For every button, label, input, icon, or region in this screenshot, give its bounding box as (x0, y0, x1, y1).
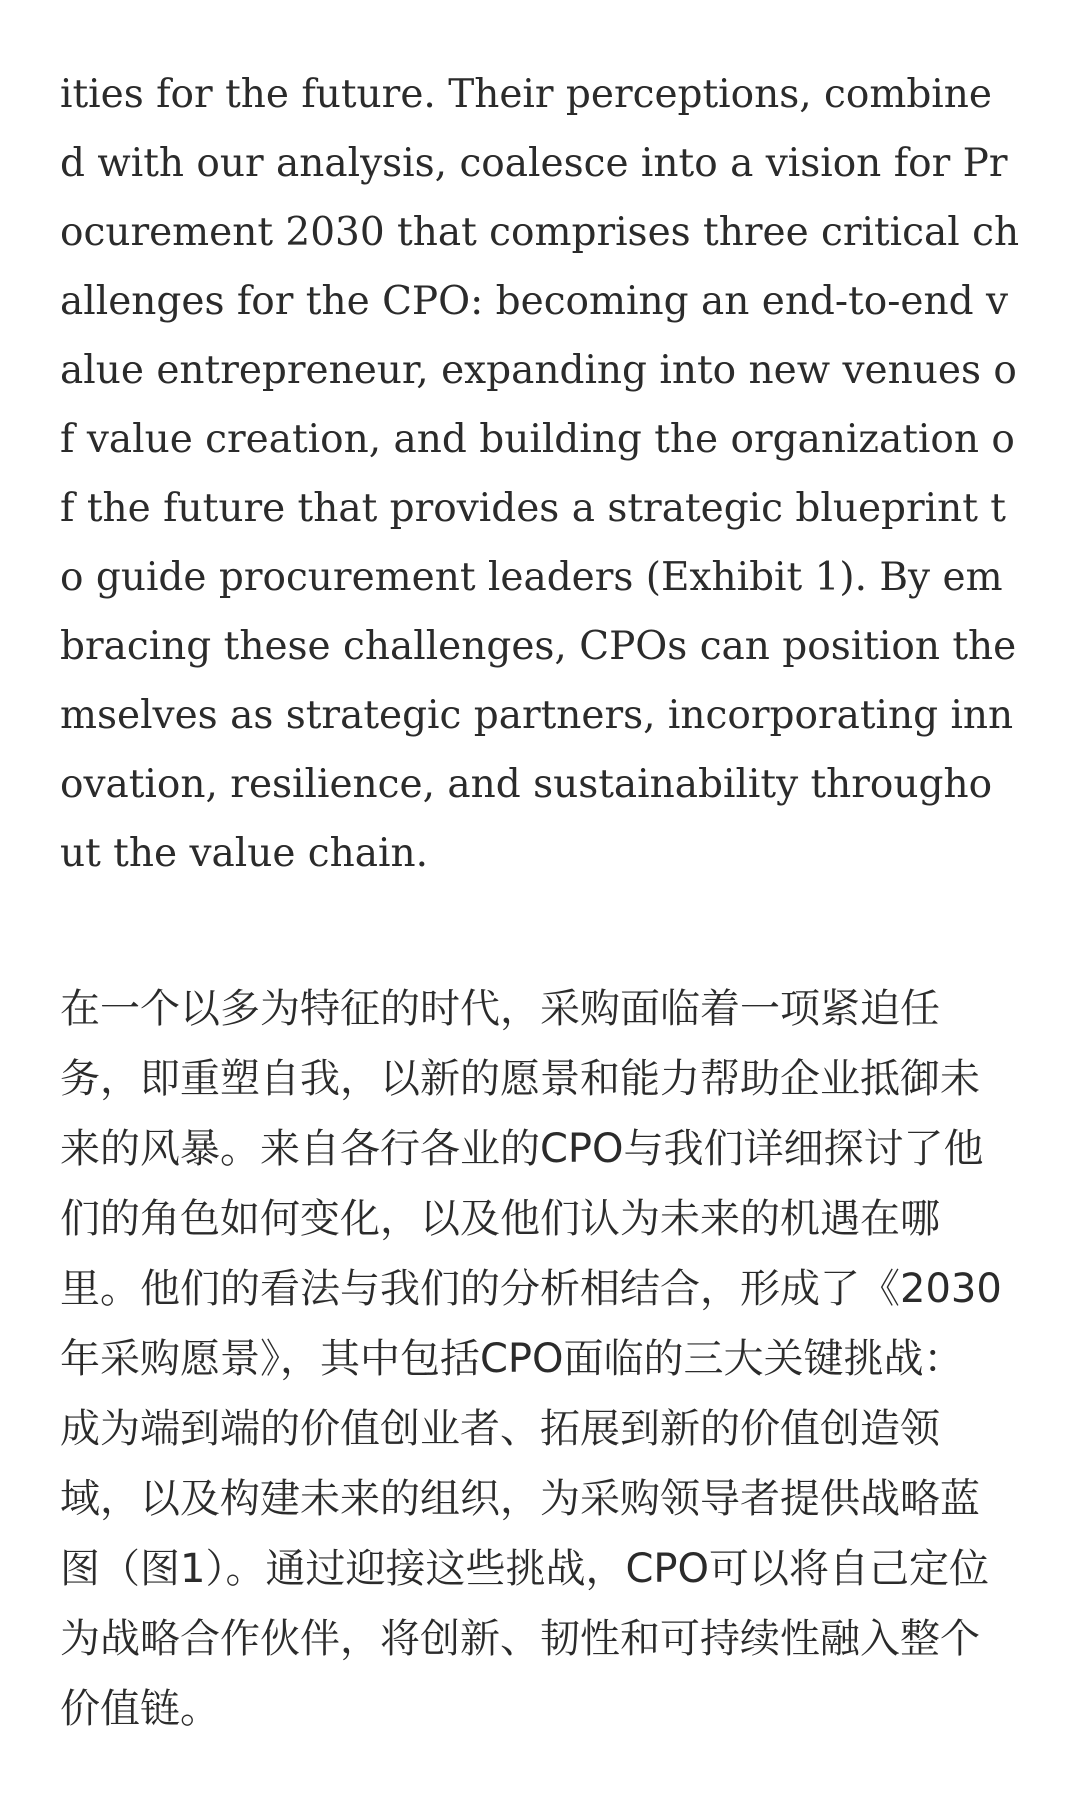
english-text-line: ocurement 2030 that comprises three critical ch (60, 210, 1020, 255)
chinese-text-line: 们的角色如何变化，以及他们认为未来的机遇在哪 (60, 1196, 940, 1242)
english-text-line: o guide procurement leaders (Exhibit 1). By em (60, 555, 1003, 600)
chinese-text-line: 价值链。 (60, 1686, 220, 1732)
english-text-line: ut the value chain. (60, 831, 429, 876)
english-text-line: ities for the future. Their perceptions, combine (60, 72, 992, 117)
english-text-line: mselves as strategic partners, incorporating inn (60, 693, 1014, 738)
chinese-text-line: 域，以及构建未来的组织，为采购领导者提供战略蓝 (60, 1476, 980, 1522)
chinese-text-line: 在一个以多为特征的时代，采购面临着一项紧迫任 (60, 986, 940, 1032)
chinese-text-line: 来的风暴。来自各行各业的CPO与我们详细探讨了他 (60, 1126, 984, 1172)
chinese-text-line: 为战略合作伙伴，将创新、韧性和可持续性融入整个 (60, 1616, 980, 1662)
english-paragraph (60, 60, 1020, 888)
english-text-line: f value creation, and building the organization o (60, 417, 1015, 462)
article-body (60, 60, 1020, 1744)
chinese-text-line: 成为端到端的价值创业者、拓展到新的价值创造领 (60, 1406, 940, 1452)
english-text-line: bracing these challenges, CPOs can position the (60, 624, 1017, 669)
english-text-line: d with our analysis, coalesce into a vision for Pr (60, 141, 1008, 186)
chinese-text-line: 图（图1）。通过迎接这些挑战，CPO可以将自己定位 (60, 1546, 989, 1592)
chinese-text-line: 里。他们的看法与我们的分析相结合，形成了《2030 (60, 1266, 1002, 1312)
chinese-paragraph (60, 974, 1020, 1744)
english-text-line: ovation, resilience, and sustainability througho (60, 762, 993, 807)
english-text-line: f the future that provides a strategic blueprint t (60, 486, 1006, 531)
english-text-line: alue entrepreneur, expanding into new venues o (60, 348, 1017, 393)
english-text-line: allenges for the CPO: becoming an end-to-end v (60, 279, 1008, 324)
chinese-text-line: 年采购愿景》，其中包括CPO面临的三大关键挑战： (60, 1336, 964, 1382)
chinese-text-line: 务，即重塑自我，以新的愿景和能力帮助企业抵御未 (60, 1056, 980, 1102)
